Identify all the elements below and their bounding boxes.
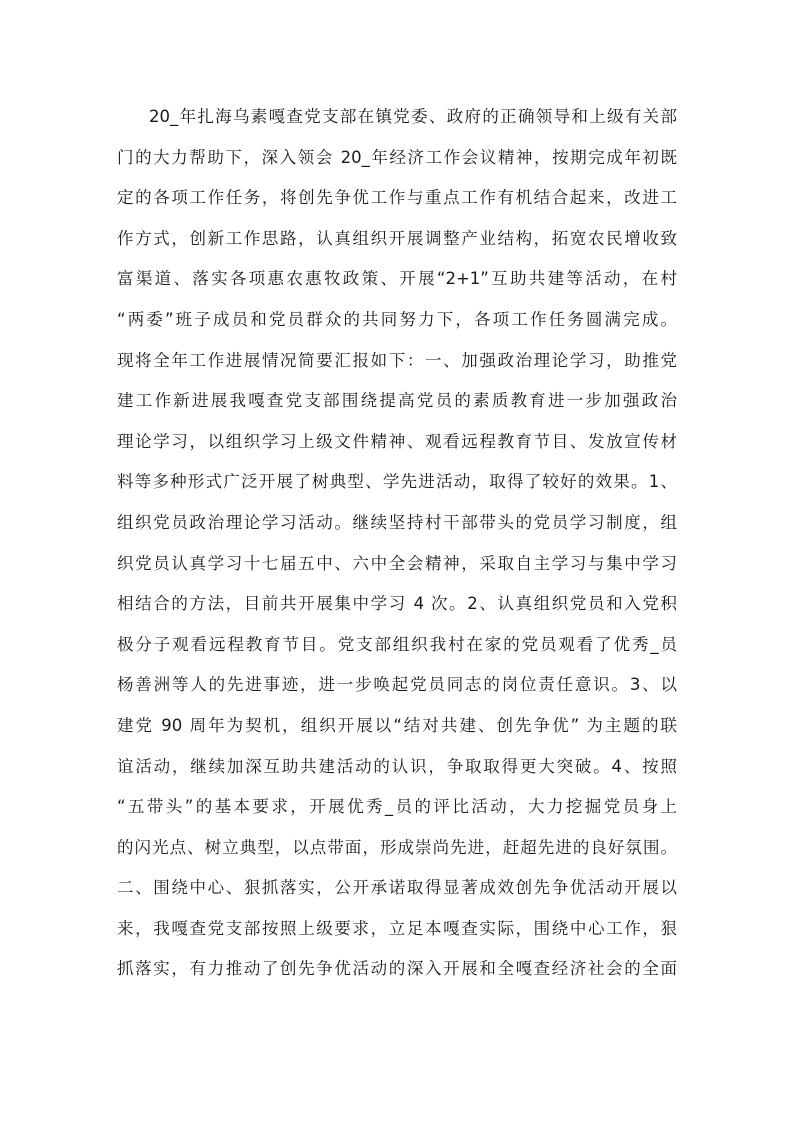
text-line: 相结合的方法，目前共开展集中学习 4 次。2、认真组织党员和入党积 [117, 594, 677, 614]
text-line: 建党 90 周年为契机，组织开展以“结对共建、创先争优” 为主题的联 [117, 715, 677, 735]
text-line: 理论学习，以组织学习上级文件精神、观看远程教育节目、发放宣传材 [117, 431, 677, 451]
text-line: “两委”班子成员和党员群众的共同努力下，各项工作任务圆满完成。 [117, 309, 677, 329]
text-line: 二、围绕中心、狠抓落实，公开承诺取得显著成效创先争优活动开展以 [117, 878, 677, 898]
text-line: 抓落实，有力推动了创先争优活动的深入开展和全嘎查经济社会的全面 [117, 959, 677, 979]
text-line: 组织党员政治理论学习活动。继续坚持村干部带头的党员学习制度，组 [117, 512, 677, 532]
document-body [117, 97, 677, 990]
text-line: 谊活动，继续加深互助共建活动的认识，争取取得更大突破。4、按照 [117, 756, 677, 776]
text-line: 20_年扎海乌素嘎查党支部在镇党委、政府的正确领导和上级有关部 [149, 107, 677, 126]
text-line: 料等多种形式广泛开展了树典型、学先进活动，取得了较好的效果。1、 [117, 472, 677, 492]
text-line: 作方式，创新工作思路，认真组织开展调整产业结构，拓宽农民增收致 [117, 228, 677, 248]
text-line: 织党员认真学习十七届五中、六中全会精神，采取自主学习与集中学习 [117, 553, 677, 573]
text-line: 的闪光点、树立典型，以点带面，形成崇尚先进，赶超先进的良好氛围。 [117, 837, 677, 857]
text-line: 富渠道、落实各项惠农惠牧政策、开展“2+1”互助共建等活动，在村 [117, 269, 677, 289]
text-line: 建工作新进展我嘎查党支部围绕提高党员的素质教育进一步加强政治 [117, 391, 677, 411]
text-line: 极分子观看远程教育节目。党支部组织我村在家的党员观看了优秀_员 [117, 634, 677, 654]
text-line: “五带头”的基本要求，开展优秀_员的评比活动，大力挖掘党员身上 [117, 797, 677, 817]
text-line: 定的各项工作任务，将创先争优工作与重点工作有机结合起来，改进工 [117, 188, 677, 208]
text-line: 杨善洲等人的先进事迹，进一步唤起党员同志的岗位责任意识。3、以 [117, 675, 677, 695]
text-line: 门的大力帮助下，深入领会 20_年经济工作会议精神，按期完成年初既 [117, 147, 677, 167]
text-line: 现将全年工作进展情况简要汇报如下：一、加强政治理论学习，助推党 [117, 350, 677, 370]
text-line: 来，我嘎查党支部按照上级要求，立足本嘎查实际，围绕中心工作，狠 [117, 918, 677, 938]
